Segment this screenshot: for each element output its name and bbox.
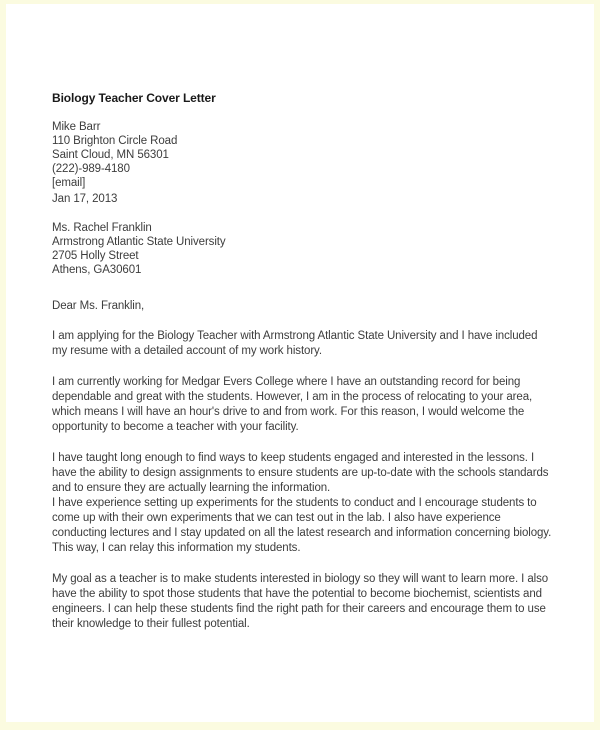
sender-name: Mike Barr [52, 121, 101, 133]
recipient-street: 2705 Holly Street [52, 250, 139, 262]
salutation: Dear Ms. Franklin, [52, 300, 145, 312]
recipient-organization: Armstrong Atlantic State University [52, 236, 226, 248]
letter-date: Jan 17, 2013 [52, 193, 118, 205]
paragraph-teaching-skills: I have taught long enough to find ways to keep students engaged and interested in the lessons. I have the ability to design assignments to ensure students are up-to-date with the schools standards and to ensure they are actually learning the information. [52, 452, 549, 494]
recipient-address-block [52, 221, 552, 277]
sender-address-block [52, 120, 552, 190]
sender-phone: (222)-989-4180 [52, 163, 130, 175]
paragraph-current-job: I am currently working for Medgar Evers College where I have an outstanding record for being dependable and great with the students. However, I am in the process of relocating to your area, which means I will have an hour's drive to and from work. For this reason, I would welcome the opportunity to become a teacher with your facility. [52, 376, 533, 433]
letter-body [52, 329, 552, 632]
paragraph-intro: I am applying for the Biology Teacher with Armstrong Atlantic State University and I have included my resume with a detailed account of my work history. [52, 330, 538, 357]
letter-title: Biology Teacher Cover Letter [52, 91, 216, 105]
sender-city: Saint Cloud, MN 56301 [52, 149, 169, 161]
recipient-city: Athens, GA30601 [52, 264, 142, 276]
letter-content [52, 91, 552, 648]
paragraph-goal: My goal as a teacher is to make students interested in biology so they will want to learn more. I also have the ability to spot those students that have the potential to become biochemist, scientists and engineers. I can help these students find the right path for their careers and encourage them to use their knowledge to their fullest potential. [52, 573, 549, 630]
document-page [6, 4, 594, 722]
recipient-name: Ms. Rachel Franklin [52, 222, 152, 234]
sender-email-placeholder: [email] [52, 177, 86, 189]
paragraph-experiments: I have experience setting up experiments for the students to conduct and I encourage students to come up with their own experiments that we can test out in the lab. I also have experience conducting lectures and I stay updated on all the latest research and information concerning biology. This way, I can relay this information my students. [52, 497, 552, 554]
sender-street: 110 Brighton Circle Road [52, 135, 178, 147]
